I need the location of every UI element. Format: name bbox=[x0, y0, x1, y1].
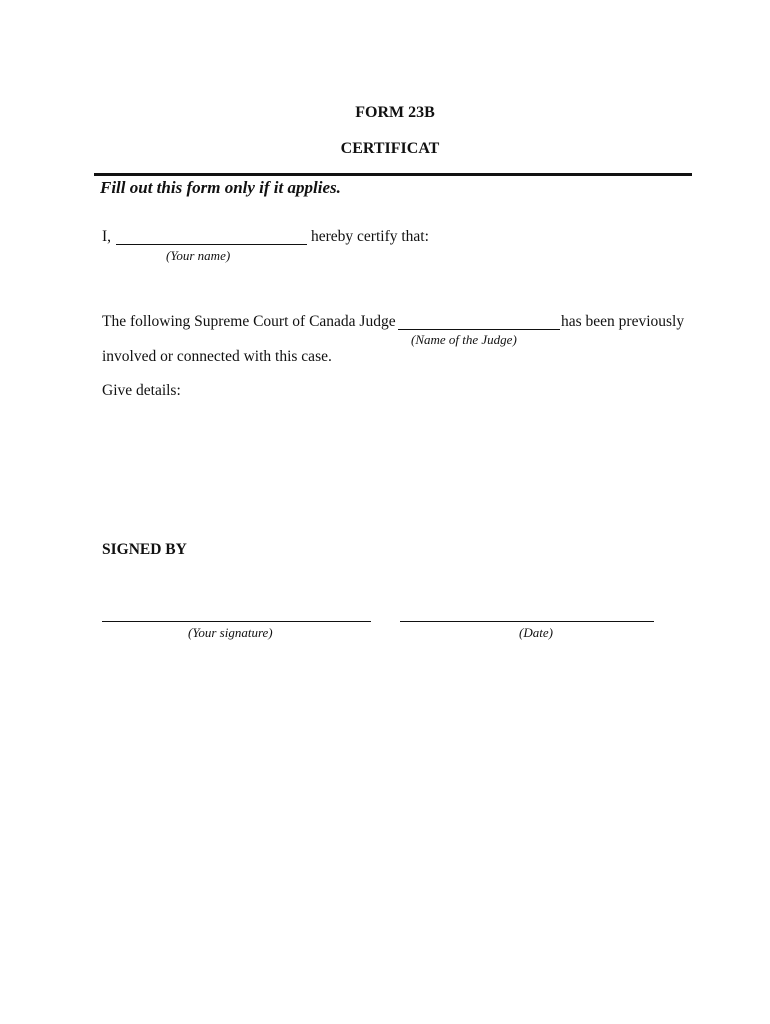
judge-line-prefix: The following Supreme Court of Canada Judge bbox=[102, 313, 396, 330]
your-name-caption: (Your name) bbox=[166, 248, 231, 263]
certify-suffix: hereby certify that: bbox=[311, 228, 429, 245]
judge-name-caption: (Name of the Judge) bbox=[411, 332, 517, 347]
form-title: CERTIFICAT bbox=[340, 140, 440, 157]
details-label: Give details: bbox=[102, 382, 181, 399]
details-area[interactable] bbox=[102, 408, 690, 526]
judge-line-suffix: has been previously bbox=[561, 313, 685, 330]
signature-field[interactable] bbox=[102, 621, 371, 622]
title-divider bbox=[94, 173, 692, 176]
judge-name-field[interactable] bbox=[398, 329, 560, 330]
your-name-field[interactable] bbox=[116, 244, 307, 245]
instruction-text: Fill out this form only if it applies. bbox=[100, 178, 341, 197]
judge-line-continuation: involved or connected with this case. bbox=[102, 348, 332, 365]
signature-caption: (Your signature) bbox=[188, 625, 273, 640]
date-caption: (Date) bbox=[519, 625, 553, 640]
form-number: FORM 23B bbox=[355, 104, 435, 121]
date-field[interactable] bbox=[400, 621, 654, 622]
certify-prefix: I, bbox=[102, 228, 112, 245]
signed-by-heading: SIGNED BY bbox=[102, 541, 187, 558]
